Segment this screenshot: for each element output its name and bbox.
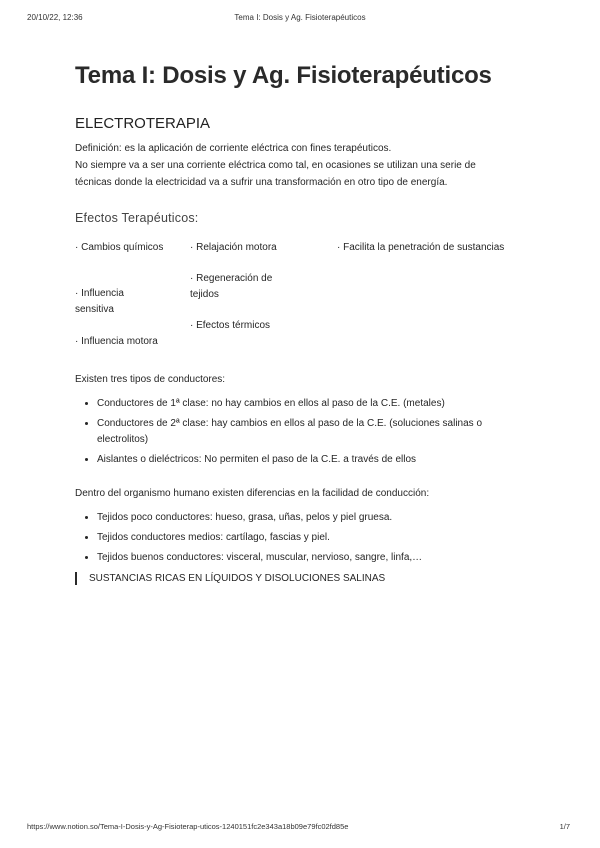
page-url[interactable]: https://www.notion.so/Tema-I-Dosis-y-Ag-Fisioterap-uticos-1240151fc2e343a18b09e79fc02fd85e — [27, 822, 349, 831]
effect-item: · Influencia motora — [75, 336, 158, 347]
tissues-list — [75, 510, 535, 566]
effect-item: · Regeneración de tejidos — [190, 273, 273, 300]
effects-columns — [75, 240, 535, 373]
description-line-1: No siempre va a ser una corriente eléctrica como tal, en ocasiones se utilizan una serie de — [75, 160, 476, 171]
conduction-intro: Dentro del organismo humano existen diferencias en la facilidad de conducción: — [75, 488, 430, 499]
list-item: • Tejidos buenos conductores: visceral, muscular, nervioso, sangre, linfa,… — [97, 550, 535, 566]
effects-heading: Efectos Terapéuticos: — [75, 211, 199, 225]
conductors-intro: Existen tres tipos de conductores: — [75, 374, 226, 385]
page-number: 1/7 — [559, 822, 570, 831]
list-item: • Conductores de 1ª clase: no hay cambios en ellos al paso de la C.E. (metales) — [97, 396, 535, 412]
definition-line: Definición: es la aplicación de corriente eléctrica con fines terapéuticos. — [75, 143, 392, 154]
effect-item: · Influencia sensitiva — [75, 288, 124, 315]
section-heading: ELECTROTERAPIA — [75, 115, 211, 132]
effect-item: · Facilita la penetración de sustancias — [337, 242, 505, 253]
page-title: Tema I: Dosis y Ag. Fisioterapéuticos — [75, 62, 492, 89]
effect-item: · Efectos térmicos — [190, 320, 271, 331]
print-page-title: Tema I: Dosis y Ag. Fisioterapéuticos — [234, 13, 366, 22]
document-body — [75, 58, 535, 585]
effect-item: · Cambios químicos — [75, 242, 164, 253]
conductors-list — [75, 396, 535, 468]
list-item: • Aislantes o dieléctricos: No permiten el paso de la C.E. a través de ellos — [97, 452, 535, 468]
print-footer — [0, 822, 600, 834]
list-item: • Tejidos poco conductores: hueso, grasa, uñas, pelos y piel gruesa. — [97, 510, 535, 526]
description-line-2: técnicas donde la electricidad va a sufrir una transformación en otro tipo de energía. — [75, 177, 448, 188]
list-item: • Tejidos conductores medios: cartílago, fascias y piel. — [97, 530, 535, 546]
print-datetime: 20/10/22, 12:36 — [27, 13, 83, 22]
list-item: • Conductores de 2ª clase: hay cambios en ellos al paso de la C.E. (soluciones salinas o electrolitos) — [97, 416, 535, 448]
quote-block: SUSTANCIAS RICAS EN LÍQUIDOS Y DISOLUCIONES SALINAS — [75, 572, 535, 585]
effect-item: · Relajación motora — [190, 242, 277, 253]
print-header — [0, 9, 600, 23]
